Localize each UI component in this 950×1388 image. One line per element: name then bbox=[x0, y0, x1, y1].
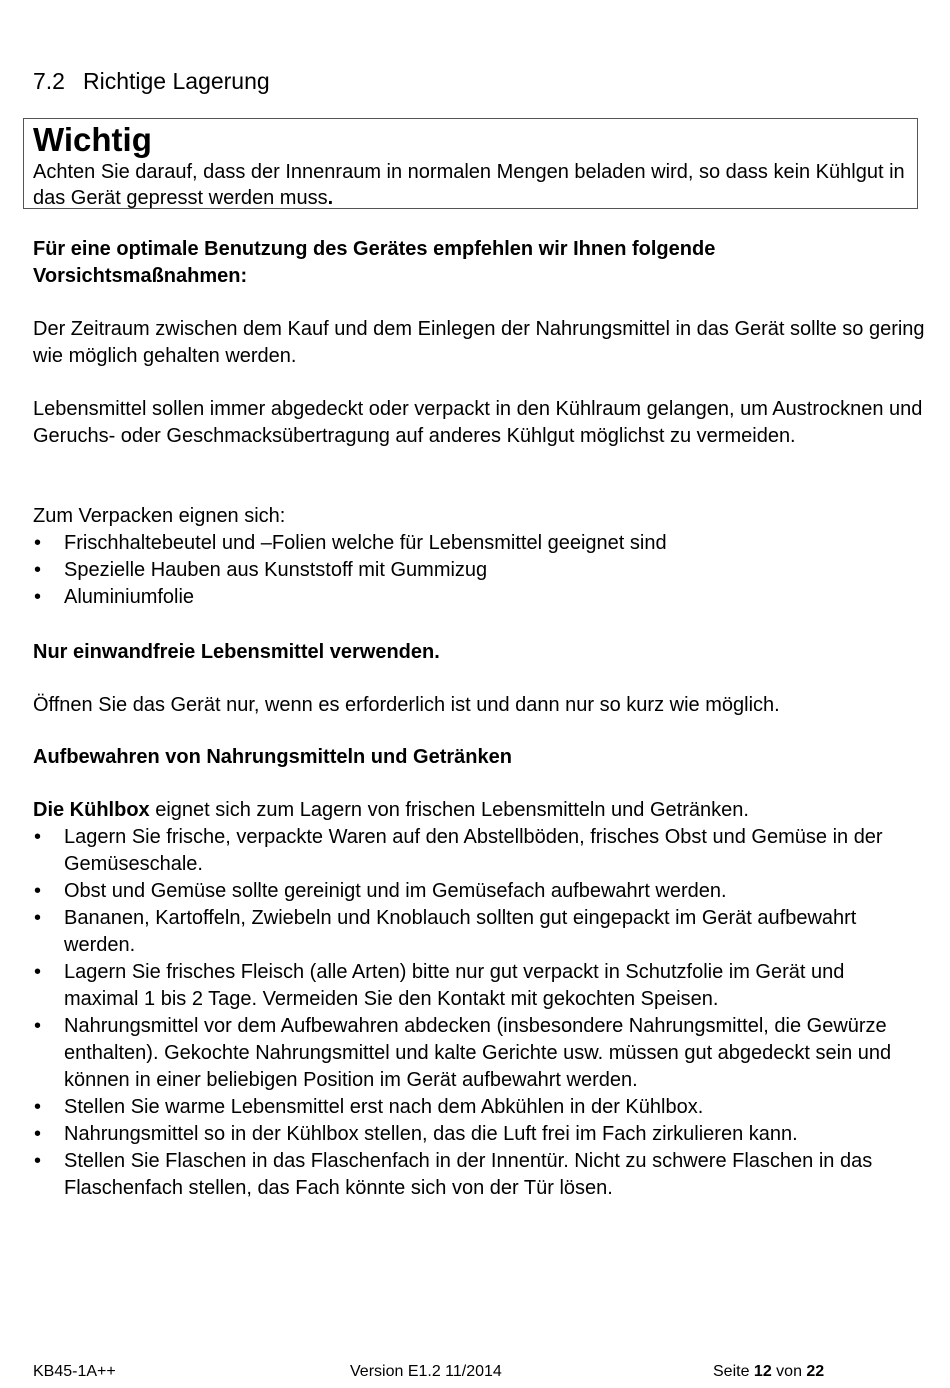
storage-intro-rest: eignet sich zum Lagern von frischen Lebensmitteln und Getränken. bbox=[149, 799, 749, 821]
important-text-end: . bbox=[327, 187, 334, 209]
list-item: • Lagern Sie frische, verpackte Waren auf den Abstellböden, frisches Obst und Gemüse in der Gemüseschale. bbox=[33, 824, 920, 878]
list-item: • Obst und Gemüse sollte gereinigt und im Gemüsefach aufbewahrt werden. bbox=[33, 878, 920, 905]
page-prefix: Seite bbox=[713, 1363, 754, 1380]
footer-model: KB45-1A++ bbox=[33, 1363, 116, 1380]
storage-section bbox=[33, 797, 920, 1202]
list-item: • Bananen, Kartoffeln, Zwiebeln und Knoblauch sollten gut eingepackt im Gerät aufbewahrt werden. bbox=[33, 905, 920, 959]
list-item: • Nahrungsmittel so in der Kühlbox stellen, das die Luft frei im Fach zirkulieren kann. bbox=[33, 1121, 920, 1148]
page-separator: von bbox=[771, 1363, 807, 1380]
important-text bbox=[33, 159, 908, 211]
packaging-list bbox=[33, 530, 930, 611]
flawless-note: Nur einwandfreie Lebensmittel verwenden. bbox=[33, 641, 440, 663]
storage-intro-bold: Die Kühlbox bbox=[33, 799, 150, 821]
storage-intro bbox=[33, 797, 920, 824]
storage-list bbox=[33, 824, 920, 1202]
precautions-heading: Für eine optimale Benutzung des Gerätes empfehlen wir Ihnen folgende Vorsichtsmaßnahmen: bbox=[33, 238, 716, 287]
footer-page-number bbox=[713, 1362, 824, 1382]
list-item: • Frischhaltebeutel und –Folien welche für Lebensmittel geeignet sind bbox=[33, 530, 930, 557]
section-title: Richtige Lagerung bbox=[83, 68, 270, 94]
packaging-section bbox=[33, 503, 930, 611]
open-note: Öffnen Sie das Gerät nur, wenn es erforderlich ist und dann nur so kurz wie möglich. bbox=[33, 694, 780, 716]
paragraph-timespan: Der Zeitraum zwischen dem Kauf und dem Einlegen der Nahrungsmittel in das Gerät sollte so gering wie möglich gehalten werden. bbox=[33, 318, 925, 367]
list-item: • Spezielle Hauben aus Kunststoff mit Gummizug bbox=[33, 557, 930, 584]
list-item: • Lagern Sie frisches Fleisch (alle Arten) bitte nur gut verpackt in Schutzfolie im Gerät und maximal 1 bis 2 Tage. Vermeiden Sie den Kontakt mit gekochten Speisen. bbox=[33, 959, 920, 1013]
page-current: 12 bbox=[753, 1363, 772, 1380]
list-item: • Aluminiumfolie bbox=[33, 584, 930, 611]
important-title: Wichtig bbox=[33, 121, 152, 158]
important-notice-box bbox=[23, 118, 918, 209]
paragraph-covered: Lebensmittel sollen immer abgedeckt oder verpackt in den Kühlraum gelangen, um Austrocknen und Geruchs- oder Geschmacksübertragung auf anderes Kühlgut möglichst zu vermeiden. bbox=[33, 398, 923, 447]
page-total: 22 bbox=[806, 1363, 825, 1380]
footer-version: Version E1.2 11/2014 bbox=[350, 1363, 502, 1380]
storage-heading: Aufbewahren von Nahrungsmitteln und Getränken bbox=[33, 746, 512, 768]
important-text-body: Achten Sie darauf, dass der Innenraum in normalen Mengen beladen wird, so dass kein Kühlgut in das Gerät gepresst werden muss bbox=[33, 161, 905, 209]
list-item: • Stellen Sie warme Lebensmittel erst nach dem Abkühlen in der Kühlbox. bbox=[33, 1094, 920, 1121]
section-number: 7.2 bbox=[33, 68, 65, 94]
packaging-intro: Zum Verpacken eignen sich: bbox=[33, 505, 286, 527]
list-item: • Stellen Sie Flaschen in das Flaschenfach in der Innentür. Nicht zu schwere Flaschen in das Flaschenfach stellen, das Fach könnte sich von der Tür lösen. bbox=[33, 1148, 920, 1202]
section-heading bbox=[33, 67, 270, 95]
list-item: • Nahrungsmittel vor dem Aufbewahren abdecken (insbesondere Nahrungsmittel, die Gewürze enthalten). Gekochte Nahrungsmittel und kalte Gerichte usw. müssen gut abgedeckt sein und können in einer beliebigen Position im Gerät aufbewahrt werden. bbox=[33, 1013, 920, 1094]
